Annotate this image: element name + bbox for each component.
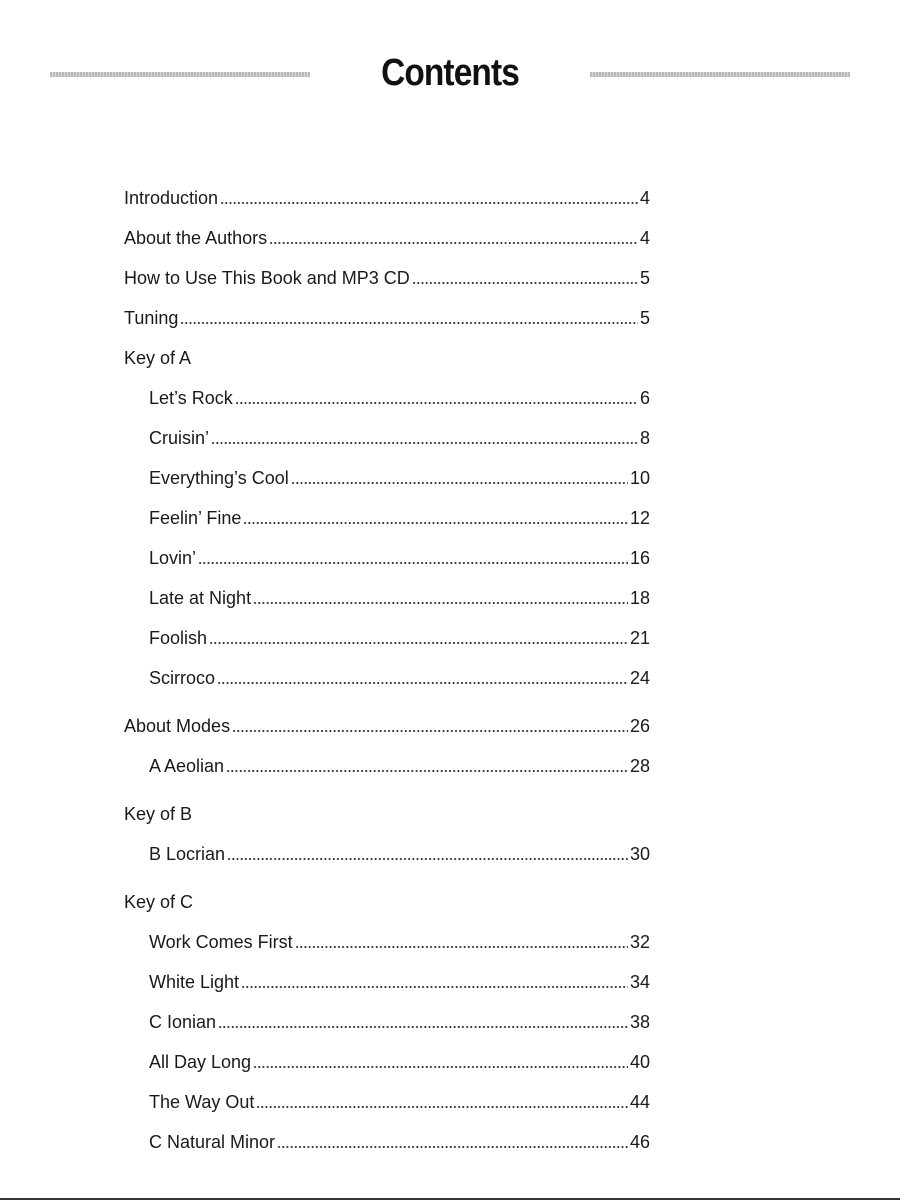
toc-page-number: 21: [629, 628, 650, 648]
toc-entry: [124, 226, 650, 250]
toc-dot-leader: [232, 730, 628, 732]
toc-page-number: 4: [639, 188, 650, 208]
title-rule-right: [590, 72, 850, 77]
toc-entry-label: Cruisin’: [149, 428, 210, 448]
toc-dot-leader: [253, 602, 628, 604]
toc-dot-leader: [277, 1146, 628, 1148]
toc-entry: [149, 754, 650, 778]
toc-entry: [124, 266, 650, 290]
toc-entry-label: Key of B: [124, 804, 193, 824]
toc-entry: [149, 546, 650, 570]
toc-entry: [149, 506, 650, 530]
toc-entry: [149, 626, 650, 650]
toc-dot-leader: [256, 1106, 628, 1108]
toc-entry-label: Key of C: [124, 892, 194, 912]
toc-page-number: 4: [639, 228, 650, 248]
toc-entry: [124, 186, 650, 210]
toc-entry-label: C Natural Minor: [149, 1132, 276, 1152]
toc-dot-leader: [241, 986, 628, 988]
toc-entry-label: Introduction: [124, 188, 219, 208]
toc-entry: [149, 970, 650, 994]
toc-entry: [149, 930, 650, 954]
toc-entry: [149, 426, 650, 450]
toc-entry-label: Feelin’ Fine: [149, 508, 242, 528]
toc-entry-label: C Ionian: [149, 1012, 217, 1032]
toc-dot-leader: [227, 858, 628, 860]
toc-entry: [149, 586, 650, 610]
toc-dot-leader: [291, 482, 628, 484]
toc-entry: [149, 842, 650, 866]
toc-dot-leader: [243, 522, 628, 524]
toc-entry-label: The Way Out: [149, 1092, 255, 1112]
toc-entry: [124, 306, 650, 330]
toc-dot-leader: [218, 1026, 628, 1028]
toc-dot-leader: [198, 562, 628, 564]
toc-page-number: 46: [629, 1132, 650, 1152]
toc-page-number: 16: [629, 548, 650, 568]
toc-entry-label: White Light: [149, 972, 240, 992]
toc-entry-label: How to Use This Book and MP3 CD: [124, 268, 410, 288]
toc-page-number: 30: [629, 844, 650, 864]
toc-page-number: 24: [629, 668, 650, 688]
toc-dot-leader: [253, 1066, 628, 1068]
toc-page-number: 8: [639, 428, 650, 448]
toc-page-number: 6: [639, 388, 650, 408]
toc-page-number: 38: [629, 1012, 650, 1032]
toc-entry: [124, 714, 650, 738]
toc-dot-leader: [211, 442, 638, 444]
toc-entry-label: Everything’s Cool: [149, 468, 289, 488]
toc-dot-leader: [220, 202, 638, 204]
toc-entry: [124, 890, 650, 914]
toc-dot-leader: [269, 242, 638, 244]
toc-entry: [149, 1130, 650, 1154]
toc-dot-leader: [295, 946, 628, 948]
toc-entry-label: Late at Night: [149, 588, 252, 608]
toc-page-number: 32: [629, 932, 650, 952]
toc-entry-label: Work Comes First: [149, 932, 293, 952]
toc-dot-leader: [235, 402, 638, 404]
toc-page-number: 5: [639, 308, 650, 328]
toc-dot-leader: [412, 282, 638, 284]
toc-page-number: 26: [629, 716, 650, 736]
toc-entry: [149, 1090, 650, 1114]
toc-dot-leader: [180, 322, 638, 324]
toc-entry-label: Tuning: [124, 308, 179, 328]
toc-page-number: 28: [629, 756, 650, 776]
toc-entry-label: All Day Long: [149, 1052, 252, 1072]
toc-page-number: 18: [629, 588, 650, 608]
toc-entry: [149, 466, 650, 490]
toc-entry: [149, 1050, 650, 1074]
toc-page-number: 10: [629, 468, 650, 488]
toc-entry-label: Let’s Rock: [149, 388, 233, 408]
toc-entry: [124, 802, 650, 826]
toc-entry-label: Key of A: [124, 348, 192, 368]
page-title: Contents: [381, 52, 519, 94]
toc-entry: [149, 666, 650, 690]
toc-entry-label: Foolish: [149, 628, 208, 648]
toc-page-number: 34: [629, 972, 650, 992]
toc-entry: [149, 1010, 650, 1034]
toc-entry-label: About Modes: [124, 716, 231, 736]
toc-dot-leader: [209, 642, 628, 644]
toc-entry-label: B Locrian: [149, 844, 226, 864]
toc-page-number: 40: [629, 1052, 650, 1072]
toc-page-number: 44: [629, 1092, 650, 1112]
toc-entry: [124, 346, 650, 370]
toc-entry-label: Scirroco: [149, 668, 216, 688]
toc-entry-label: Lovin’: [149, 548, 197, 568]
toc-dot-leader: [217, 682, 628, 684]
toc-dot-leader: [226, 770, 628, 772]
toc-page-number: 12: [629, 508, 650, 528]
toc-entry-label: A Aeolian: [149, 756, 225, 776]
toc-page-number: 5: [639, 268, 650, 288]
toc-entry: [149, 386, 650, 410]
toc-entry-label: About the Authors: [124, 228, 268, 248]
